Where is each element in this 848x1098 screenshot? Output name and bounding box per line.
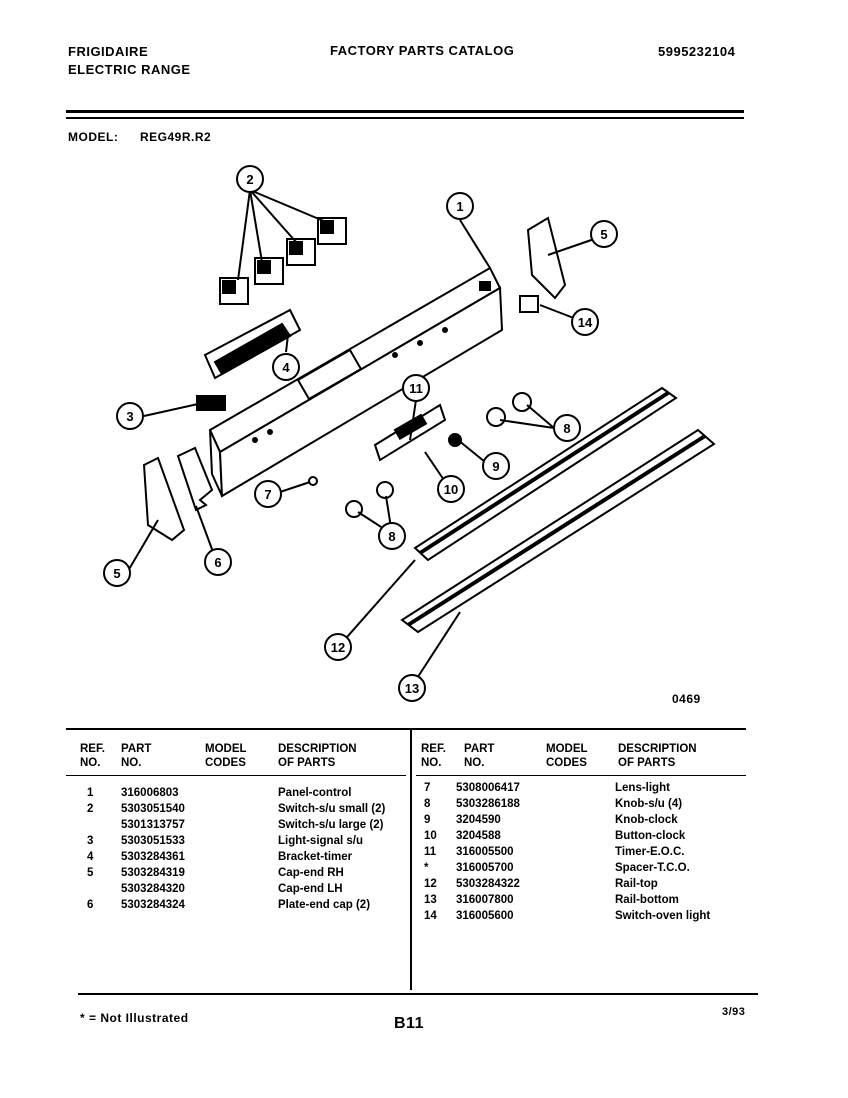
table-row-desc: Lens-light bbox=[615, 782, 670, 794]
table-row-part: 316005600 bbox=[456, 910, 514, 922]
right-ref-column bbox=[424, 780, 437, 924]
svg-text:10: 10 bbox=[443, 482, 459, 497]
brand: FRIGIDAIRE bbox=[68, 44, 149, 59]
svg-text:6: 6 bbox=[214, 555, 222, 570]
svg-text:11: 11 bbox=[409, 381, 423, 396]
end-cap-right-part bbox=[528, 218, 565, 298]
table-row-desc: Bracket-timer bbox=[278, 851, 353, 863]
table-row-part: 5303284319 bbox=[121, 867, 185, 879]
table-row-desc: Switch-s/u large (2) bbox=[278, 819, 384, 831]
model-label: MODEL: bbox=[68, 130, 119, 144]
callout-8-right bbox=[554, 415, 580, 441]
right-part-column bbox=[456, 780, 520, 924]
callout-13 bbox=[399, 675, 425, 701]
callout-7 bbox=[255, 481, 281, 507]
svg-text:8: 8 bbox=[388, 529, 396, 544]
table-row-ref: 4 bbox=[87, 851, 94, 863]
svg-text:3: 3 bbox=[126, 409, 134, 424]
table-row-part: 316005500 bbox=[456, 846, 514, 858]
catalog-title: FACTORY PARTS CATALOG bbox=[330, 43, 515, 58]
knob-part-a bbox=[513, 393, 531, 411]
table-row-desc: Cap-end RH bbox=[278, 867, 344, 879]
model-value: REG49R.R2 bbox=[140, 130, 212, 144]
table-row-desc: Panel-control bbox=[278, 787, 352, 799]
table-row-desc: Cap-end LH bbox=[278, 883, 343, 895]
table-row-ref: 2 bbox=[87, 803, 94, 815]
table-row-ref: 11 bbox=[424, 846, 437, 858]
table-row-desc: Knob-s/u (4) bbox=[615, 798, 683, 810]
footnote: * = Not Illustrated bbox=[80, 1011, 189, 1025]
svg-text:4: 4 bbox=[282, 360, 290, 375]
light-signal-part bbox=[197, 396, 225, 410]
callout-14 bbox=[572, 309, 598, 335]
table-row-ref: 9 bbox=[424, 814, 431, 826]
table-rule-bottom bbox=[78, 993, 758, 995]
oven-light-switch-part bbox=[520, 296, 538, 312]
table-row-desc: Plate-end cap (2) bbox=[278, 899, 371, 911]
callout-10 bbox=[438, 476, 464, 502]
svg-text:14: 14 bbox=[577, 315, 593, 330]
exploded-parts-diagram bbox=[0, 150, 848, 720]
catalog-number: 5995232104 bbox=[658, 44, 736, 59]
table-row-part: 5303051533 bbox=[121, 835, 185, 847]
table-row-part: 316007800 bbox=[456, 894, 514, 906]
callout-9 bbox=[483, 453, 509, 479]
right-desc-column bbox=[615, 780, 710, 924]
knob-part-b bbox=[487, 408, 505, 426]
header-ref: REF. NO. bbox=[80, 743, 105, 769]
table-row-desc: Light-signal s/u bbox=[278, 835, 363, 847]
table-row-part: 5303284322 bbox=[456, 878, 520, 890]
callout-6 bbox=[205, 549, 231, 575]
table-row-desc: Spacer-T.C.O. bbox=[615, 862, 690, 874]
table-row-ref: 7 bbox=[424, 782, 431, 794]
table-row-part: 3204590 bbox=[456, 814, 501, 826]
table-row-part: 5301313757 bbox=[121, 819, 185, 831]
callout-1 bbox=[447, 193, 473, 219]
svg-text:5: 5 bbox=[113, 566, 121, 581]
product-type: ELECTRIC RANGE bbox=[68, 62, 191, 77]
table-row-desc: Rail-bottom bbox=[615, 894, 679, 906]
svg-text:13: 13 bbox=[404, 681, 420, 696]
table-row-ref: 5 bbox=[87, 867, 94, 879]
header-part-right: PART NO. bbox=[464, 743, 495, 769]
header-model-right: MODEL CODES bbox=[546, 743, 588, 769]
table-row-part: 5308006417 bbox=[456, 782, 520, 794]
page-number: B11 bbox=[394, 1015, 424, 1032]
callout-11 bbox=[403, 375, 429, 401]
callout-2 bbox=[237, 166, 263, 192]
callout-12 bbox=[325, 634, 351, 660]
svg-text:8: 8 bbox=[563, 421, 571, 436]
header-part: PART NO. bbox=[121, 743, 152, 769]
table-row-desc: Timer-E.O.C. bbox=[615, 846, 685, 858]
table-row-ref: 8 bbox=[424, 798, 431, 810]
table-row-part: 5303284324 bbox=[121, 899, 185, 911]
control-panel-part bbox=[210, 268, 502, 496]
knob-part-d bbox=[346, 501, 362, 517]
diagram-code: 0469 bbox=[672, 692, 701, 706]
revision-date: 3/93 bbox=[722, 1006, 746, 1018]
svg-text:9: 9 bbox=[492, 459, 500, 474]
left-ref-column bbox=[87, 785, 93, 913]
table-row-part: 5303051540 bbox=[121, 803, 185, 815]
table-row-ref: 10 bbox=[424, 830, 437, 842]
table-row-part: 3204588 bbox=[456, 830, 501, 842]
callout-5-left bbox=[104, 560, 130, 586]
callout-8-left bbox=[379, 523, 405, 549]
table-row-ref: 1 bbox=[87, 787, 94, 799]
table-row-ref: 13 bbox=[424, 894, 437, 906]
table-rule-top bbox=[66, 728, 746, 730]
knob-part-c bbox=[377, 482, 393, 498]
header-desc: DESCRIPTION OF PARTS bbox=[278, 743, 357, 769]
header-rule-bottom bbox=[66, 117, 744, 119]
switch-parts bbox=[220, 218, 346, 304]
table-divider bbox=[410, 730, 412, 990]
lens-light-part bbox=[309, 477, 317, 485]
callout-5-right bbox=[591, 221, 617, 247]
table-row-ref: * bbox=[424, 862, 429, 874]
svg-text:1: 1 bbox=[456, 199, 464, 214]
header-rule-top bbox=[66, 110, 744, 113]
table-row-part: 5303286188 bbox=[456, 798, 520, 810]
table-rule-header-right bbox=[416, 775, 746, 776]
svg-text:7: 7 bbox=[264, 487, 272, 502]
table-row-ref: 12 bbox=[424, 878, 437, 890]
table-row-part: 5303284320 bbox=[121, 883, 185, 895]
table-row-desc: Button-clock bbox=[615, 830, 686, 842]
table-row-part: 316006803 bbox=[121, 787, 179, 799]
table-row-ref: 6 bbox=[87, 899, 94, 911]
callout-3 bbox=[117, 403, 143, 429]
table-rule-header-left bbox=[66, 775, 406, 776]
header-model: MODEL CODES bbox=[205, 743, 247, 769]
table-row-desc: Switch-s/u small (2) bbox=[278, 803, 386, 815]
left-part-column bbox=[121, 785, 185, 913]
left-desc-column bbox=[278, 785, 385, 913]
table-row-desc: Rail-top bbox=[615, 878, 658, 890]
header-ref-right: REF. NO. bbox=[421, 743, 446, 769]
svg-text:5: 5 bbox=[600, 227, 608, 242]
table-row-part: 5303284361 bbox=[121, 851, 185, 863]
table-row-ref: 14 bbox=[424, 910, 437, 922]
plate-end-cap-part bbox=[178, 448, 212, 510]
svg-text:12: 12 bbox=[330, 640, 346, 655]
table-row-desc: Switch-oven light bbox=[615, 910, 711, 922]
table-row-part: 316005700 bbox=[456, 862, 514, 874]
table-row-ref: 3 bbox=[87, 835, 94, 847]
timer-part bbox=[375, 405, 445, 460]
table-row-ref bbox=[87, 881, 93, 897]
table-row-desc: Knob-clock bbox=[615, 814, 678, 826]
header-desc-right: DESCRIPTION OF PARTS bbox=[618, 743, 697, 769]
end-cap-left-part bbox=[144, 458, 184, 540]
callout-4 bbox=[273, 354, 299, 380]
table-row-ref bbox=[87, 817, 93, 833]
svg-text:2: 2 bbox=[246, 172, 254, 187]
